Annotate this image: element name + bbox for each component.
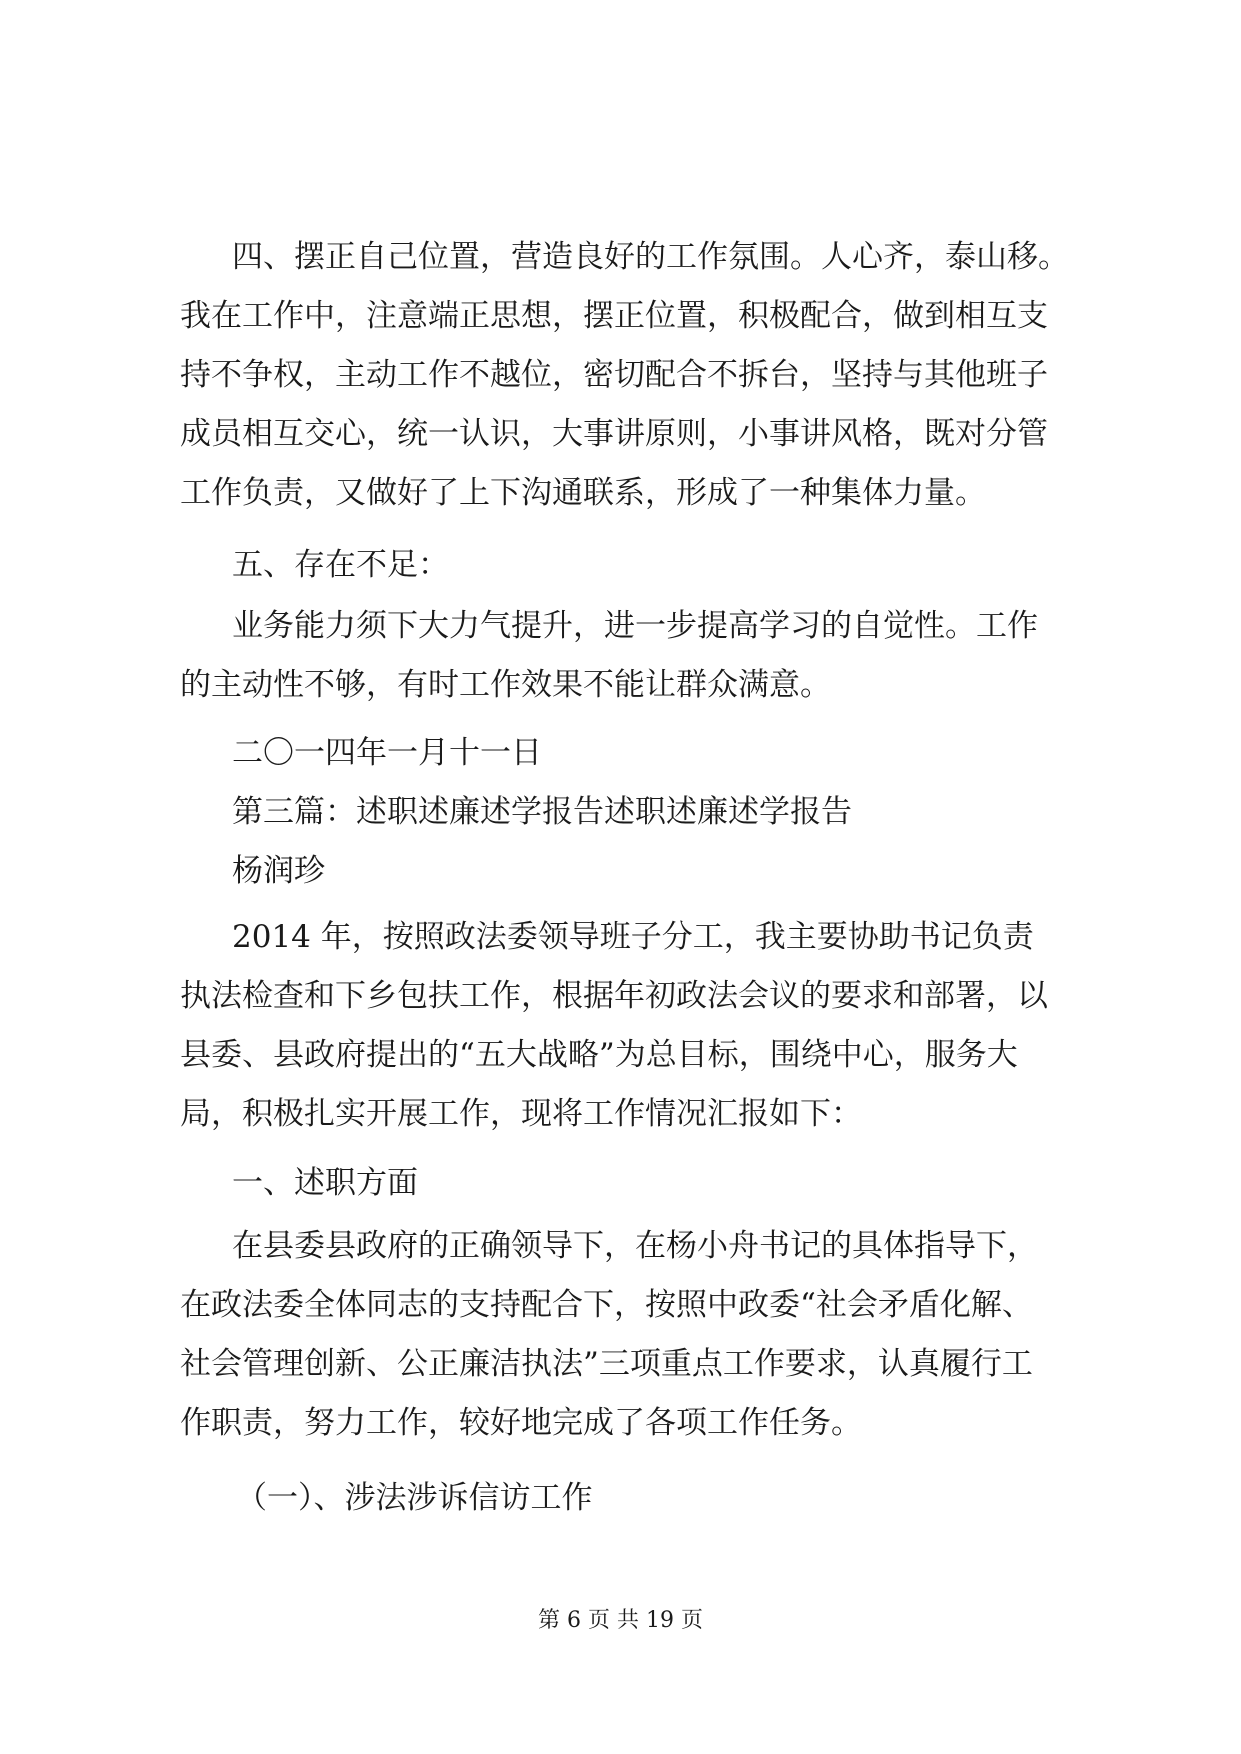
section-heading: 一、述职方面 (232, 1165, 418, 1201)
paragraph-line: 持不争权，主动工作不越位，密切配合不拆台，坚持与其他班子 (180, 357, 1048, 393)
section-heading: 五、存在不足： (232, 547, 449, 583)
paragraph-line: 执法检查和下乡包扶工作，根据年初政法会议的要求和部署，以 (180, 978, 1048, 1014)
page-number-label: 第 6 页 共 19 页 (538, 1608, 703, 1633)
paragraph-line: 在县委县政府的正确领导下，在杨小舟书记的具体指导下， (232, 1228, 1038, 1264)
paragraph-line: 局，积极扎实开展工作，现将工作情况汇报如下： (180, 1096, 862, 1132)
paragraph-line: 四、摆正自己位置，营造良好的工作氛围。人心齐，泰山移。 (232, 239, 1069, 275)
paragraph-line: 2014 年，按照政法委领导班子分工，我主要协助书记负责 (232, 919, 1034, 955)
subsection-heading: （一）、涉法涉诉信访工作 (236, 1480, 593, 1516)
paragraph-line: 业务能力须下大力气提升，进一步提高学习的自觉性。工作 (232, 608, 1038, 644)
date-line: 二〇一四年一月十一日 (232, 735, 542, 771)
paragraph-line: 我在工作中，注意端正思想，摆正位置，积极配合，做到相互支 (180, 298, 1048, 334)
author-name: 杨润珍 (232, 853, 325, 889)
chapter-title: 第三篇：述职述廉述学报告述职述廉述学报告 (232, 794, 852, 830)
paragraph-line: 的主动性不够，有时工作效果不能让群众满意。 (180, 667, 831, 703)
paragraph-line: 在政法委全体同志的支持配合下，按照中政委“社会矛盾化解、 (180, 1287, 1033, 1323)
page-footer (0, 1606, 1241, 1636)
paragraph-line: 工作负责，又做好了上下沟通联系，形成了一种集体力量。 (180, 475, 986, 511)
paragraph-line: 县委、县政府提出的“五大战略”为总目标，围绕中心，服务大 (180, 1037, 1018, 1073)
paragraph-line: 社会管理创新、公正廉洁执法”三项重点工作要求，认真履行工 (180, 1346, 1033, 1382)
paragraph-line: 成员相互交心，统一认识，大事讲原则，小事讲风格，既对分管 (180, 416, 1048, 452)
paragraph-line: 作职责，努力工作，较好地完成了各项工作任务。 (180, 1405, 862, 1441)
